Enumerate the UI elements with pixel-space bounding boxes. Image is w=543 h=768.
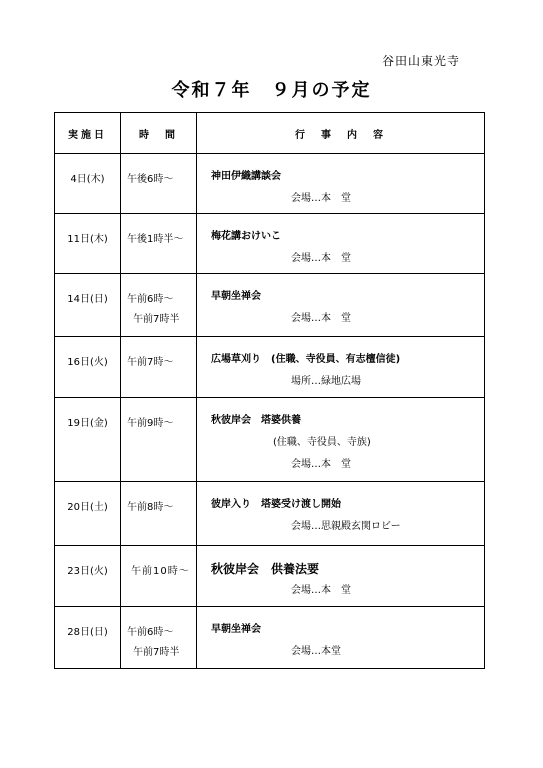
row-content xyxy=(197,482,485,546)
header-date: 実施日 xyxy=(55,113,121,154)
row-content xyxy=(197,154,485,214)
event-title: 神田伊織講談会 xyxy=(211,171,281,182)
row-date: 20日(土) xyxy=(55,482,121,546)
event-detail: 会場…本堂 xyxy=(291,646,341,657)
event-title: 秋彼岸会 塔婆供養 xyxy=(211,415,301,426)
row-time: 午前10時～ xyxy=(121,546,197,607)
header-content: 行 事 内 容 xyxy=(197,113,485,154)
table-row xyxy=(55,274,485,337)
table-row xyxy=(55,214,485,274)
event-title: 広場草刈り (住職、寺役員、有志檀信徒) xyxy=(211,354,401,365)
table-row xyxy=(55,482,485,546)
event-title: 早朝坐禅会 xyxy=(211,291,261,302)
event-title: 彼岸入り 塔婆受け渡し開始 xyxy=(211,499,341,510)
row-content xyxy=(197,274,485,337)
row-time: 午前6時～ 午前7時半 xyxy=(121,274,197,337)
row-date: 14日(日) xyxy=(55,274,121,337)
row-time: 午前7時～ xyxy=(121,337,197,398)
table-row xyxy=(55,398,485,482)
page-title: 令和７年 ９月の予定 xyxy=(171,80,372,101)
header-row xyxy=(55,113,485,154)
row-date: 23日(火) xyxy=(55,546,121,607)
table-row xyxy=(55,546,485,607)
event-detail: 会場…本 堂 xyxy=(291,585,351,596)
table-row xyxy=(55,607,485,669)
temple-name: 谷田山東光寺 xyxy=(382,54,461,68)
header-time: 時 間 xyxy=(121,113,197,154)
row-time: 午前9時～ xyxy=(121,398,197,482)
row-date: 4日(木) xyxy=(55,154,121,214)
event-detail: 場所…緑地広場 xyxy=(291,376,361,387)
row-time: 午後6時～ xyxy=(121,154,197,214)
table-row xyxy=(55,337,485,398)
event-title: 秋彼岸会 供養法要 xyxy=(211,562,320,576)
row-content xyxy=(197,398,485,482)
table-row xyxy=(55,154,485,214)
event-title: 早朝坐禅会 xyxy=(211,624,261,635)
row-date: 16日(火) xyxy=(55,337,121,398)
event-detail: 会場…本 堂 xyxy=(291,253,351,264)
event-detail: 会場…本 堂 xyxy=(291,459,351,470)
row-date: 19日(金) xyxy=(55,398,121,482)
row-time: 午前8時～ xyxy=(121,482,197,546)
row-time: 午後1時半～ xyxy=(121,214,197,274)
row-time: 午前6時～ 午前7時半 xyxy=(121,607,197,669)
event-detail: 会場…本 堂 xyxy=(291,193,351,204)
row-date: 28日(日) xyxy=(55,607,121,669)
event-detail: 会場…思親殿玄関ロビー xyxy=(291,521,401,532)
row-content xyxy=(197,607,485,669)
event-title: 梅花講おけいこ xyxy=(211,231,281,242)
row-content xyxy=(197,546,485,607)
event-detail: (住職、寺役員、寺族) xyxy=(273,437,371,448)
event-detail: 会場…本 堂 xyxy=(291,313,351,324)
row-date: 11日(木) xyxy=(55,214,121,274)
row-content xyxy=(197,337,485,398)
schedule-table xyxy=(54,112,485,669)
row-content xyxy=(197,214,485,274)
